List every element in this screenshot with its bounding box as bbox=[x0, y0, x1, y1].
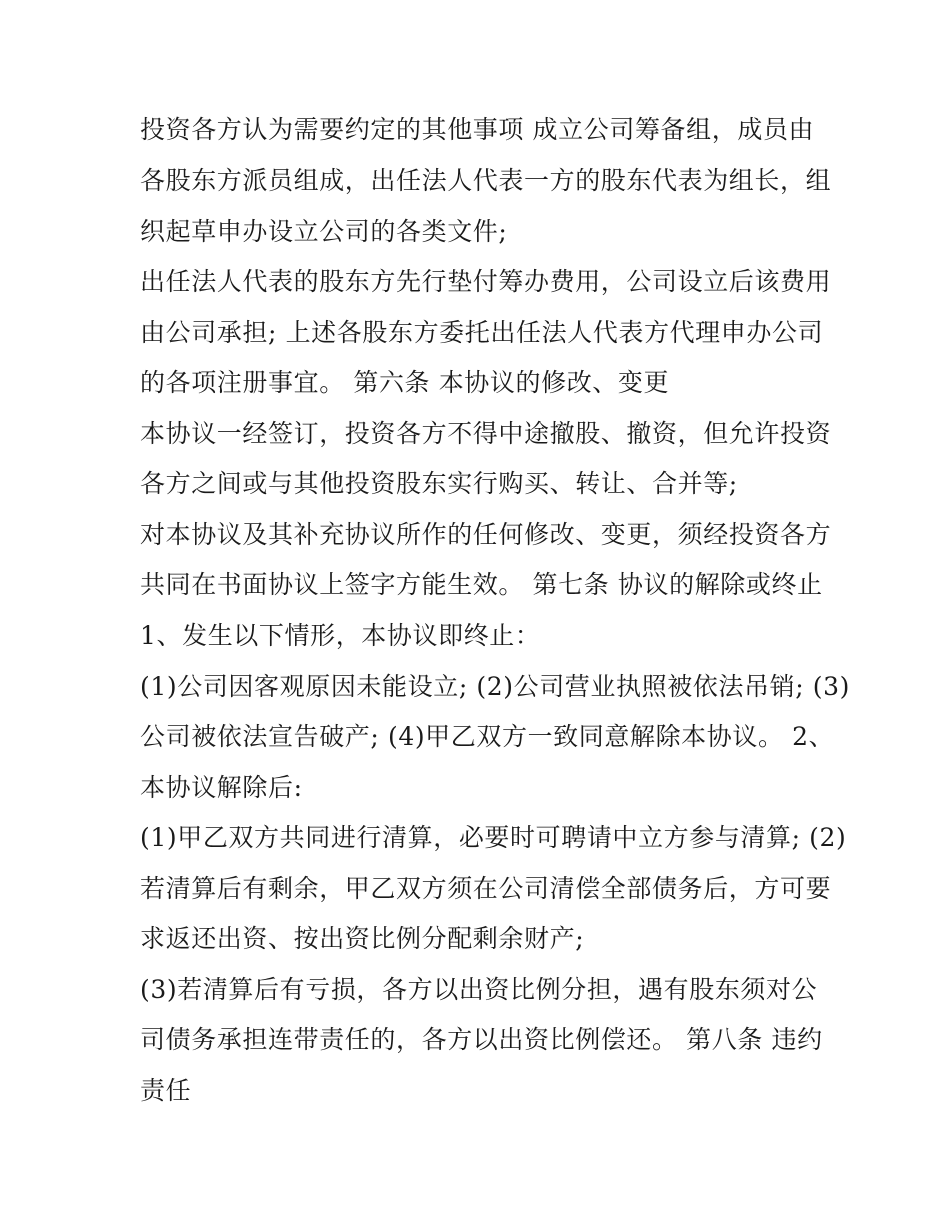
text-line: 对本协议及其补充协议所作的任何修改、变更，须经投资各方 bbox=[140, 520, 832, 549]
text-line: 若清算后有剩余，甲乙双方须在公司清偿全部债务后，方可要 bbox=[140, 874, 832, 903]
text-line: 共同在书面协议上签字方能生效。 第七条 协议的解除或终止 bbox=[140, 570, 823, 599]
text-line: 求返还出资、按出资比例分配剩余财产; bbox=[140, 924, 585, 953]
text-line: 织起草申办设立公司的各类文件; bbox=[140, 217, 508, 246]
text-line: 责任 bbox=[140, 1076, 192, 1105]
text-line: 本协议一经签订，投资各方不得中途撤股、撤资，但允许投资 bbox=[140, 419, 832, 448]
text-line: 司债务承担连带责任的，各方以出资比例偿还。 第八条 违约 bbox=[140, 1025, 823, 1054]
text-line: 1、发生以下情形，本协议即终止： bbox=[140, 621, 541, 650]
text-line: 出任法人代表的股东方先行垫付筹办费用，公司设立后该费用 bbox=[140, 267, 832, 296]
text-line: (1)公司因客观原因未能设立; (2)公司营业执照被依法吊销; (3) bbox=[140, 672, 850, 701]
text-line: 本协议解除后: bbox=[140, 773, 303, 802]
text-line: 各方之间或与其他投资股东实行购买、转让、合并等; bbox=[140, 469, 738, 498]
text-line: 由公司承担; 上述各股东方委托出任法人代表方代理申办公司 bbox=[140, 318, 824, 347]
text-line: 投资各方认为需要约定的其他事项 成立公司筹备组，成员由 bbox=[140, 115, 815, 144]
text-line: (3)若清算后有亏损，各方以出资比例分担，遇有股东须对公 bbox=[140, 975, 818, 1004]
text-line: 公司被依法宣告破产; (4)甲乙双方一致同意解除本协议。 2、 bbox=[140, 722, 835, 751]
text-line: 的各项注册事宜。 第六条 本协议的修改、变更 bbox=[140, 368, 670, 397]
text-line: (1)甲乙双方共同进行清算，必要时可聘请中立方参与清算; (2) bbox=[140, 823, 847, 852]
text-line: 各股东方派员组成，出任法人代表一方的股东代表为组长，组 bbox=[140, 166, 832, 195]
